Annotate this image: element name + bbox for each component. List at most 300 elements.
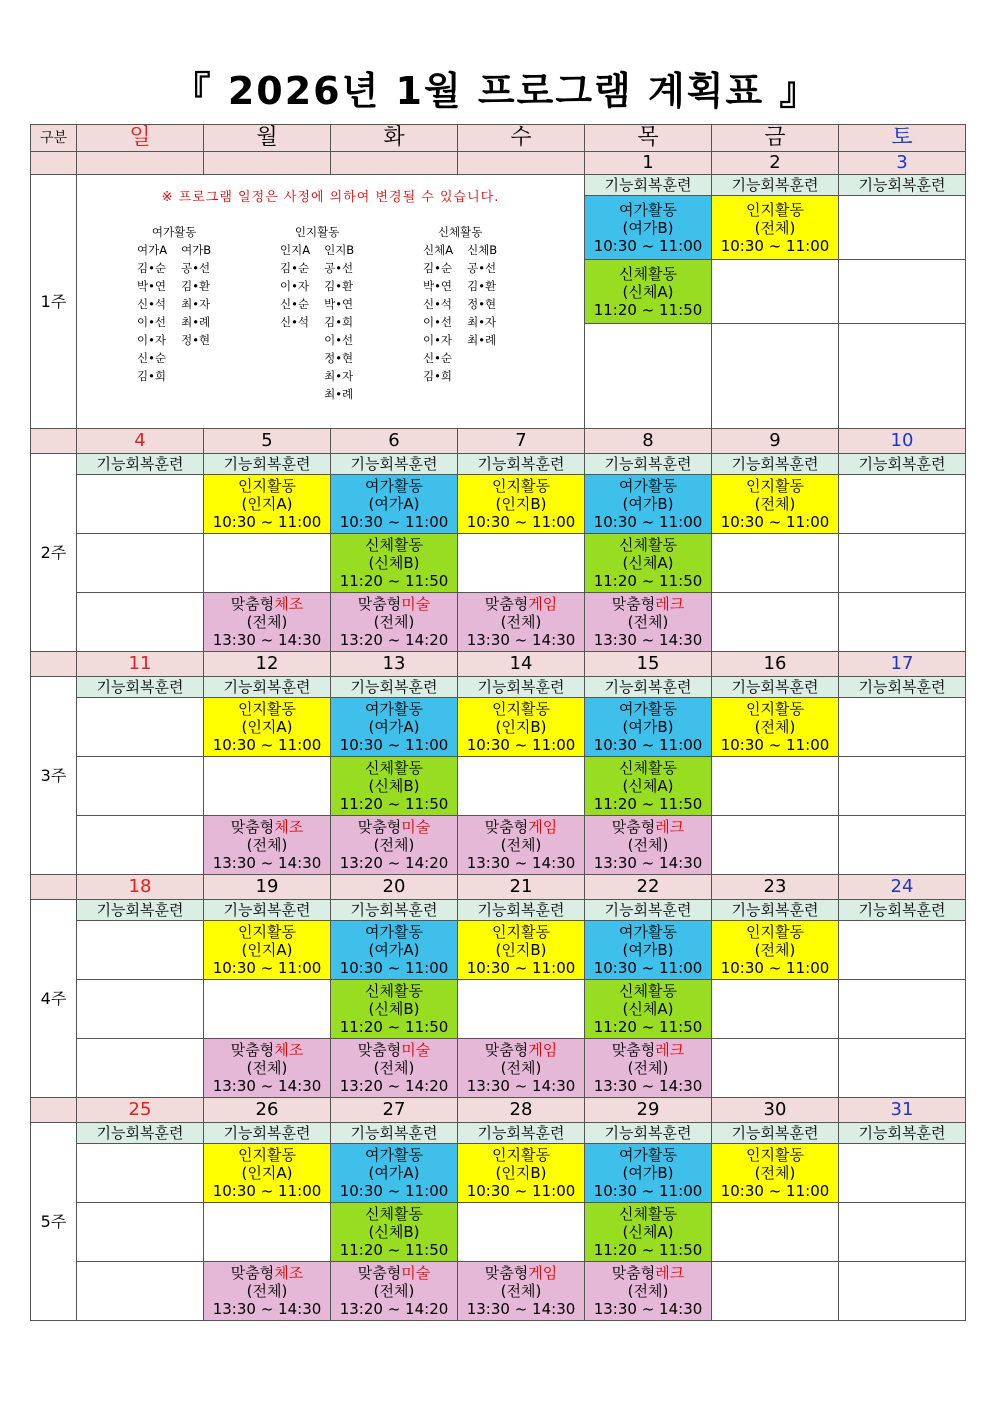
program-time: 13:30 ~ 14:30 <box>466 631 576 649</box>
program-kind: 미술 <box>401 595 431 613</box>
functional-training: 기능회복훈련 <box>712 175 839 196</box>
notice-text: ※ 프로그램 일정은 사정에 의하여 변경될 수 있습니다. <box>161 190 500 205</box>
member-column-name: 여가B <box>181 243 212 257</box>
page-title: 『 2026년 1월 프로그램 계획표 』 <box>172 69 820 113</box>
empty-cell <box>839 980 966 1039</box>
program-name: 여가활동 <box>619 1146 677 1164</box>
program-cell-custom <box>585 1039 712 1098</box>
program-name: 여가활동 <box>619 200 677 219</box>
program-cell <box>458 698 585 757</box>
program-group: (전체) <box>500 1059 542 1077</box>
program-name: 신체활동 <box>619 1205 677 1223</box>
empty-cell <box>77 534 204 593</box>
functional-training: 기능회복훈련 <box>331 677 458 698</box>
program-name: 인지활동 <box>492 1146 550 1164</box>
program-cell-custom <box>585 593 712 652</box>
program-cell <box>712 475 839 534</box>
program-kind: 미술 <box>401 1041 431 1059</box>
member-name: 최•례 <box>467 333 497 347</box>
program-name: 신체활동 <box>365 759 423 777</box>
program-cell-custom <box>331 1262 458 1321</box>
program-cell <box>585 196 712 260</box>
program-time: 13:30 ~ 14:30 <box>466 854 576 872</box>
member-column-name: 여가A <box>137 243 168 257</box>
member-group <box>423 223 497 385</box>
empty-cell <box>77 816 204 875</box>
program-time: 13:30 ~ 14:30 <box>212 854 322 872</box>
program-name: 인지활동 <box>746 700 804 718</box>
empty-cell <box>839 475 966 534</box>
program-group: (전체) <box>246 836 288 854</box>
program-name-prefix: 맞춤형 <box>357 1264 402 1282</box>
member-name: 정•현 <box>324 351 354 365</box>
program-group: (전체) <box>754 218 796 237</box>
program-time: 10:30 ~ 11:00 <box>593 736 703 754</box>
notice-cell <box>77 175 585 429</box>
program-time: 11:20 ~ 11:50 <box>593 1018 703 1036</box>
member-column-name: 인지B <box>324 243 355 257</box>
program-kind: 레크 <box>655 818 685 836</box>
member-name: 신•순 <box>280 297 310 311</box>
member-name: 박•연 <box>137 279 167 293</box>
program-cell <box>585 1144 712 1203</box>
empty-cell <box>839 816 966 875</box>
program-name: 인지활동 <box>746 477 804 495</box>
date-cell: 13 <box>331 652 458 677</box>
empty-cell <box>458 1203 585 1262</box>
program-cell-custom <box>331 593 458 652</box>
program-kind: 레크 <box>655 1264 685 1282</box>
program-name-prefix: 맞춤형 <box>230 818 275 836</box>
member-name: 신•순 <box>423 351 453 365</box>
program-cell <box>712 1144 839 1203</box>
functional-training: 기능회복훈련 <box>458 900 585 921</box>
member-name: 신•석 <box>137 297 167 311</box>
week-label: 2주 <box>31 454 77 652</box>
functional-training: 기능회복훈련 <box>712 1123 839 1144</box>
program-group: (전체) <box>754 718 796 736</box>
member-column <box>423 241 453 385</box>
program-cell <box>204 921 331 980</box>
empty-cell <box>839 921 966 980</box>
date-spacer <box>31 652 77 677</box>
program-time: 10:30 ~ 11:00 <box>593 959 703 977</box>
member-name: 최•례 <box>181 315 211 329</box>
functional-training: 기능회복훈련 <box>77 677 204 698</box>
program-time: 11:20 ~ 11:50 <box>593 300 703 319</box>
header-label: 구분 <box>31 125 77 152</box>
member-name: 최•자 <box>324 369 354 383</box>
program-kind: 게임 <box>528 1041 558 1059</box>
program-cell <box>712 196 839 260</box>
program-group: (전체) <box>373 1282 415 1300</box>
schedule-table <box>30 124 966 1321</box>
header-day: 목 <box>585 125 712 152</box>
program-time: 13:30 ~ 14:30 <box>212 631 322 649</box>
date-cell <box>331 152 458 175</box>
date-cell: 29 <box>585 1098 712 1123</box>
member-name: 박•연 <box>423 279 453 293</box>
member-name: 최•자 <box>467 315 497 329</box>
member-group <box>280 223 354 403</box>
functional-training: 기능회복훈련 <box>585 1123 712 1144</box>
program-group: (전체) <box>500 613 542 631</box>
program-group: (여가A) <box>368 495 420 513</box>
program-group: (인지B) <box>495 495 547 513</box>
program-cell-custom <box>585 1262 712 1321</box>
program-name: 여가활동 <box>365 923 423 941</box>
program-group: (전체) <box>373 613 415 631</box>
date-spacer <box>31 1098 77 1123</box>
program-group: (전체) <box>754 1164 796 1182</box>
program-name: 인지활동 <box>746 200 804 219</box>
empty-cell <box>77 593 204 652</box>
date-cell: 10 <box>839 429 966 454</box>
program-kind: 게임 <box>528 595 558 613</box>
date-cell <box>458 152 585 175</box>
header-day: 월 <box>204 125 331 152</box>
program-name-prefix: 맞춤형 <box>484 818 529 836</box>
date-cell: 18 <box>77 875 204 900</box>
program-group: (전체) <box>246 1282 288 1300</box>
program-time: 13:20 ~ 14:20 <box>339 1077 449 1095</box>
program-cell <box>331 1144 458 1203</box>
empty-cell <box>839 534 966 593</box>
date-cell <box>77 152 204 175</box>
member-column <box>467 241 497 385</box>
program-name: 신체활동 <box>619 536 677 554</box>
program-cell <box>331 757 458 816</box>
program-name: 신체활동 <box>365 536 423 554</box>
program-time: 13:30 ~ 14:30 <box>212 1077 322 1095</box>
program-kind: 체조 <box>274 1041 304 1059</box>
functional-training: 기능회복훈련 <box>712 677 839 698</box>
empty-cell <box>77 1262 204 1321</box>
date-cell: 7 <box>458 429 585 454</box>
program-time: 10:30 ~ 11:00 <box>212 736 322 754</box>
program-name: 여가활동 <box>619 477 677 495</box>
empty-cell <box>77 757 204 816</box>
empty-cell <box>458 757 585 816</box>
functional-training: 기능회복훈련 <box>77 900 204 921</box>
program-time: 10:30 ~ 11:00 <box>720 736 830 754</box>
program-time: 10:30 ~ 11:00 <box>593 1182 703 1200</box>
date-cell: 9 <box>712 429 839 454</box>
program-cell-custom <box>204 593 331 652</box>
program-name: 인지활동 <box>238 1146 296 1164</box>
program-name-prefix: 맞춤형 <box>357 595 402 613</box>
program-group: (인지A) <box>241 941 293 959</box>
program-group: (전체) <box>627 613 669 631</box>
program-cell <box>712 698 839 757</box>
empty-cell <box>204 534 331 593</box>
program-cell-custom <box>458 593 585 652</box>
functional-training: 기능회복훈련 <box>77 454 204 475</box>
program-time: 11:20 ~ 11:50 <box>593 795 703 813</box>
date-cell: 12 <box>204 652 331 677</box>
program-time: 10:30 ~ 11:00 <box>339 736 449 754</box>
member-name: 공•선 <box>467 261 497 275</box>
date-cell: 31 <box>839 1098 966 1123</box>
member-name: 김•희 <box>137 369 167 383</box>
program-name-prefix: 맞춤형 <box>484 1041 529 1059</box>
date-cell: 24 <box>839 875 966 900</box>
program-cell <box>585 260 712 324</box>
program-cell-custom <box>204 1039 331 1098</box>
date-cell: 15 <box>585 652 712 677</box>
program-group: (전체) <box>754 495 796 513</box>
program-name: 여가활동 <box>365 1146 423 1164</box>
program-group: (인지A) <box>241 495 293 513</box>
date-cell: 28 <box>458 1098 585 1123</box>
empty-cell <box>77 475 204 534</box>
program-time: 11:20 ~ 11:50 <box>339 1018 449 1036</box>
program-time: 13:20 ~ 14:20 <box>339 1300 449 1318</box>
program-cell <box>585 757 712 816</box>
program-group: (여가A) <box>368 1164 420 1182</box>
program-name-prefix: 맞춤형 <box>611 595 656 613</box>
member-column-name: 신체B <box>467 243 498 257</box>
empty-cell <box>712 324 839 429</box>
member-name: 박•연 <box>324 297 354 311</box>
program-time: 13:20 ~ 14:20 <box>339 854 449 872</box>
program-cell <box>585 980 712 1039</box>
header-day: 토 <box>839 125 966 152</box>
program-time: 13:30 ~ 14:30 <box>466 1077 576 1095</box>
date-cell: 2 <box>712 152 839 175</box>
empty-cell <box>712 816 839 875</box>
date-cell: 4 <box>77 429 204 454</box>
functional-training: 기능회복훈련 <box>839 677 966 698</box>
program-cell <box>585 698 712 757</box>
member-column <box>181 241 211 385</box>
program-cell-custom <box>331 816 458 875</box>
date-cell: 30 <box>712 1098 839 1123</box>
program-group: (여가B) <box>622 718 674 736</box>
functional-training: 기능회복훈련 <box>331 454 458 475</box>
empty-cell <box>204 1203 331 1262</box>
week-label: 3주 <box>31 677 77 875</box>
empty-cell <box>77 1203 204 1262</box>
program-cell <box>458 921 585 980</box>
program-time: 10:30 ~ 11:00 <box>466 736 576 754</box>
empty-cell <box>77 698 204 757</box>
functional-training: 기능회복훈련 <box>585 900 712 921</box>
date-cell <box>204 152 331 175</box>
empty-cell <box>77 1039 204 1098</box>
program-name-prefix: 맞춤형 <box>230 1264 275 1282</box>
member-column <box>280 241 310 403</box>
functional-training: 기능회복훈련 <box>331 1123 458 1144</box>
functional-training: 기능회복훈련 <box>585 677 712 698</box>
program-time: 13:20 ~ 14:20 <box>339 631 449 649</box>
program-group: (신체A) <box>622 554 674 572</box>
program-cell <box>204 475 331 534</box>
program-group: (신체A) <box>622 282 674 301</box>
empty-cell <box>839 1144 966 1203</box>
program-name: 인지활동 <box>746 1146 804 1164</box>
program-cell-custom <box>458 1039 585 1098</box>
program-time: 10:30 ~ 11:00 <box>720 1182 830 1200</box>
date-cell: 25 <box>77 1098 204 1123</box>
member-name: 이•자 <box>423 333 453 347</box>
program-name: 신체활동 <box>365 1205 423 1223</box>
program-kind: 레크 <box>655 1041 685 1059</box>
program-name-prefix: 맞춤형 <box>357 1041 402 1059</box>
empty-cell <box>839 1039 966 1098</box>
program-kind: 미술 <box>401 818 431 836</box>
date-cell: 14 <box>458 652 585 677</box>
empty-cell <box>839 757 966 816</box>
program-kind: 레크 <box>655 595 685 613</box>
empty-cell <box>204 757 331 816</box>
program-group: (신체B) <box>368 554 420 572</box>
program-time: 13:30 ~ 14:30 <box>593 631 703 649</box>
week-label: 5주 <box>31 1123 77 1321</box>
program-cell <box>458 1144 585 1203</box>
empty-cell <box>712 757 839 816</box>
program-time: 10:30 ~ 11:00 <box>466 1182 576 1200</box>
program-time: 10:30 ~ 11:00 <box>212 1182 322 1200</box>
functional-training: 기능회복훈련 <box>712 454 839 475</box>
functional-training: 기능회복훈련 <box>458 677 585 698</box>
member-group-title: 여가활동 <box>151 225 197 239</box>
functional-training: 기능회복훈련 <box>839 175 966 196</box>
empty-cell <box>839 1203 966 1262</box>
program-group: (전체) <box>246 613 288 631</box>
program-group: (여가B) <box>622 941 674 959</box>
member-group-title: 인지활동 <box>294 225 340 239</box>
program-cell <box>331 1203 458 1262</box>
empty-cell <box>204 980 331 1039</box>
program-group: (여가A) <box>368 941 420 959</box>
program-name-prefix: 맞춤형 <box>484 595 529 613</box>
member-name: 최•자 <box>181 297 211 311</box>
program-time: 10:30 ~ 11:00 <box>720 513 830 531</box>
program-time: 11:20 ~ 11:50 <box>339 1241 449 1259</box>
program-cell <box>204 1144 331 1203</box>
program-time: 10:30 ~ 11:00 <box>339 1182 449 1200</box>
header-day: 화 <box>331 125 458 152</box>
program-time: 11:20 ~ 11:50 <box>593 572 703 590</box>
member-name: 정•현 <box>467 297 497 311</box>
date-cell: 11 <box>77 652 204 677</box>
functional-training: 기능회복훈련 <box>585 454 712 475</box>
program-time: 10:30 ~ 11:00 <box>466 513 576 531</box>
header-day: 일 <box>77 125 204 152</box>
program-group: (인지B) <box>495 941 547 959</box>
empty-cell <box>839 1262 966 1321</box>
program-group: (신체A) <box>622 1223 674 1241</box>
program-group: (신체B) <box>368 777 420 795</box>
program-group: (여가A) <box>368 718 420 736</box>
member-name: 김•순 <box>423 261 453 275</box>
empty-cell <box>77 921 204 980</box>
program-time: 10:30 ~ 11:00 <box>339 959 449 977</box>
functional-training: 기능회복훈련 <box>585 175 712 196</box>
program-group: (전체) <box>627 1282 669 1300</box>
week-label: 1주 <box>31 175 77 429</box>
date-spacer <box>31 875 77 900</box>
program-cell-custom <box>331 1039 458 1098</box>
member-name: 정•현 <box>181 333 211 347</box>
empty-cell <box>712 534 839 593</box>
program-time: 10:30 ~ 11:00 <box>212 513 322 531</box>
member-name: 김•희 <box>423 369 453 383</box>
program-time: 10:30 ~ 11:00 <box>339 513 449 531</box>
date-cell: 16 <box>712 652 839 677</box>
program-group: (인지B) <box>495 718 547 736</box>
empty-cell <box>839 698 966 757</box>
program-name: 여가활동 <box>619 700 677 718</box>
program-time: 11:20 ~ 11:50 <box>593 1241 703 1259</box>
functional-training: 기능회복훈련 <box>331 900 458 921</box>
program-kind: 체조 <box>274 818 304 836</box>
date-cell: 1 <box>585 152 712 175</box>
program-kind: 체조 <box>274 1264 304 1282</box>
functional-training: 기능회복훈련 <box>204 1123 331 1144</box>
program-name-prefix: 맞춤형 <box>611 1264 656 1282</box>
program-name-prefix: 맞춤형 <box>230 1041 275 1059</box>
program-cell <box>331 698 458 757</box>
date-cell: 21 <box>458 875 585 900</box>
empty-cell <box>839 593 966 652</box>
member-name: 신•석 <box>423 297 453 311</box>
program-group: (신체A) <box>622 1000 674 1018</box>
member-name: 이•선 <box>137 315 167 329</box>
program-time: 10:30 ~ 11:00 <box>593 513 703 531</box>
member-name: 신•석 <box>280 315 310 329</box>
header-day: 수 <box>458 125 585 152</box>
functional-training: 기능회복훈련 <box>458 454 585 475</box>
member-name: 김•순 <box>280 261 310 275</box>
program-name: 여가활동 <box>365 700 423 718</box>
functional-training: 기능회복훈련 <box>204 454 331 475</box>
program-cell <box>331 534 458 593</box>
program-cell <box>204 698 331 757</box>
functional-training: 기능회복훈련 <box>839 900 966 921</box>
member-column <box>137 241 167 385</box>
program-name: 신체활동 <box>619 264 677 283</box>
empty-cell <box>458 980 585 1039</box>
date-cell: 19 <box>204 875 331 900</box>
program-time: 10:30 ~ 11:00 <box>593 236 703 255</box>
program-name: 신체활동 <box>365 982 423 1000</box>
program-name: 여가활동 <box>365 477 423 495</box>
program-cell-custom <box>458 1262 585 1321</box>
program-cell <box>331 921 458 980</box>
program-time: 11:20 ~ 11:50 <box>339 795 449 813</box>
program-cell <box>331 980 458 1039</box>
program-name: 인지활동 <box>492 477 550 495</box>
empty-cell <box>712 260 839 324</box>
member-name: 이•자 <box>137 333 167 347</box>
program-group: (여가B) <box>622 218 674 237</box>
member-name: 공•선 <box>181 261 211 275</box>
empty-cell <box>712 1262 839 1321</box>
functional-training: 기능회복훈련 <box>839 1123 966 1144</box>
program-kind: 게임 <box>528 1264 558 1282</box>
program-cell <box>585 1203 712 1262</box>
program-name: 신체활동 <box>619 759 677 777</box>
header-day: 금 <box>712 125 839 152</box>
functional-training: 기능회복훈련 <box>712 900 839 921</box>
date-cell: 5 <box>204 429 331 454</box>
member-name: 김•환 <box>181 279 211 293</box>
program-group: (전체) <box>500 836 542 854</box>
program-cell-custom <box>458 816 585 875</box>
program-name-prefix: 맞춤형 <box>230 595 275 613</box>
